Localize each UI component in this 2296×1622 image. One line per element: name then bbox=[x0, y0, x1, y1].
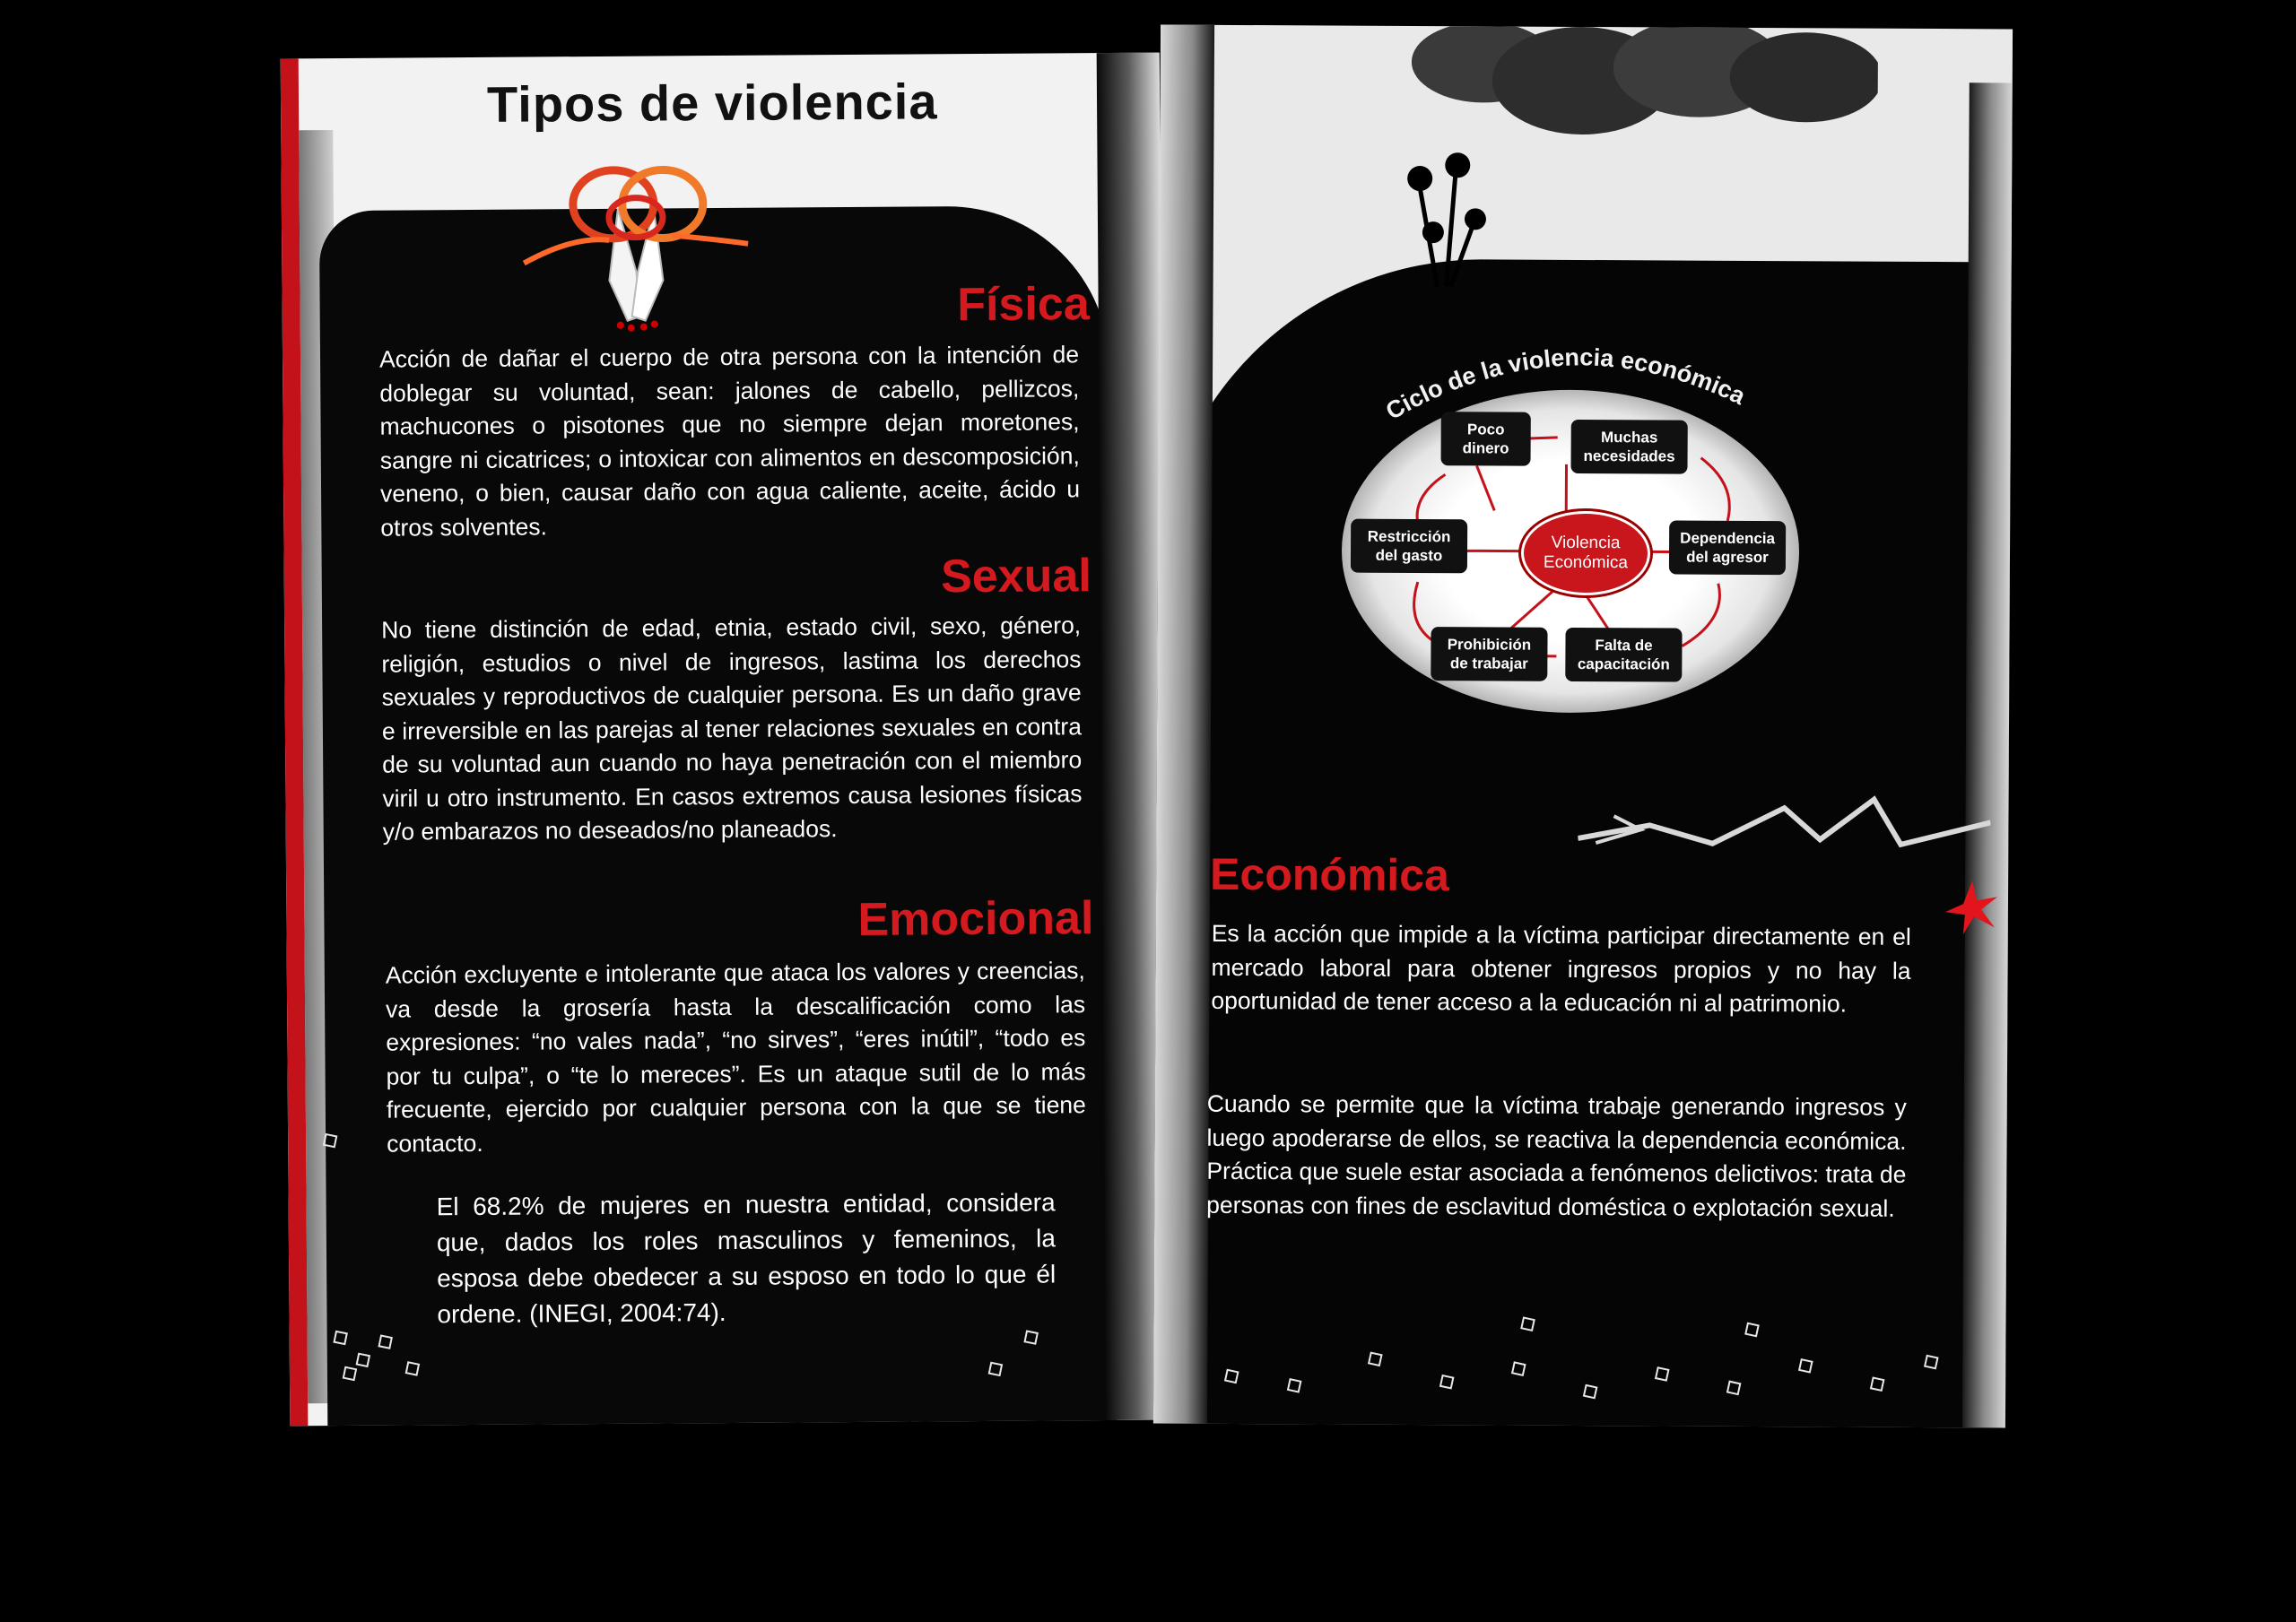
decor-square bbox=[1224, 1369, 1239, 1384]
decor-square bbox=[343, 1366, 358, 1382]
decor-square bbox=[323, 1133, 338, 1149]
section-heading-economica: Económica bbox=[1209, 848, 1450, 901]
section-text-sexual: No tiene distinción de edad, etnia, estado civil, sexo, género, religión, estudios o nivel de ingresos, lastima los derechos sexuales y reproductivos de cualquier persona. Es un daño grave e irreversible en las parejas al tener relaciones sexuales en contra de su voluntad aun cuando no haya penetración con el miembro viril u otro instrumento. En casos extremos causa lesiones físicas y/o embarazos no deseados/no planeados. bbox=[381, 612, 1083, 846]
statistic-quote: El 68.2% de mujeres en nuestra entidad, considera que, dados los roles masculinos y femeninos, la esposa debe obedecer a su esposo en todo lo que él ordene. (INEGI, 2004:74). bbox=[436, 1188, 1057, 1329]
section-heading-emocional: Emocional bbox=[857, 892, 1094, 946]
cycle-node-falta-de-capacitacion: Falta de capacitación bbox=[1565, 628, 1682, 682]
page-title: Tipos de violencia bbox=[486, 73, 938, 133]
thorny-plant-illustration bbox=[1384, 134, 1510, 296]
decor-square bbox=[1924, 1355, 1939, 1370]
cycle-node-dependencia-del-agresor: Dependencia del agresor bbox=[1669, 521, 1786, 576]
cycle-title-text: Ciclo de la violencia económica bbox=[1381, 343, 1750, 425]
red-burst-icon bbox=[1945, 880, 1999, 934]
decor-square bbox=[405, 1361, 421, 1376]
section-heading-fisica: Física bbox=[957, 278, 1090, 332]
decor-square bbox=[1798, 1358, 1813, 1374]
economic-violence-cycle-diagram bbox=[1350, 403, 1800, 701]
decor-square bbox=[1870, 1376, 1885, 1392]
decor-square bbox=[1520, 1316, 1535, 1331]
decor-square bbox=[1726, 1381, 1742, 1396]
decor-square bbox=[1744, 1323, 1760, 1338]
right-page bbox=[1153, 25, 2013, 1428]
decor-square bbox=[1368, 1351, 1383, 1366]
section-text-fisica: Acción de dañar el cuerpo de otra persona con la intención de doblegar su voluntad, sean: jalones de cabello, pellizcos, machucones o pisotones que no siempre dejan moretones, sangre ni cicatrices; o intoxicar con alimentos en descomposición, veneno, o bien, causar daño con agua caliente, aceite, ácido u otros solventes. bbox=[378, 341, 1081, 542]
left-page bbox=[281, 53, 1170, 1427]
decor-square bbox=[1583, 1384, 1598, 1400]
economica-paragraph-2: Cuando se permite que la víctima trabaje generando ingresos y luego apoderarse de ellos, se reactiva la dependencia económica. Práctica que suele estar asociada a fenómenos delictivos: trata de personas con fines de esclavitud doméstica o explotación sexual. bbox=[1206, 1089, 1907, 1222]
cycle-node-restriccion-del-gasto: Restricción del gasto bbox=[1351, 519, 1467, 574]
cycle-node-prohibicion-de-trabajar: Prohibición de trabajar bbox=[1431, 627, 1547, 681]
decor-square bbox=[988, 1362, 1004, 1377]
cycle-node-muchas-necesidades: Muchas necesidades bbox=[1570, 420, 1687, 474]
tied-hands-illustration bbox=[518, 154, 752, 335]
decor-square bbox=[356, 1353, 371, 1368]
decor-square bbox=[1287, 1378, 1302, 1393]
section-heading-sexual: Sexual bbox=[940, 550, 1091, 603]
storm-cloud-illustration bbox=[1411, 26, 1878, 145]
economica-paragraph-1: Es la acción que impide a la víctima participar directamente en el mercado laboral para obtener ingresos propios y no hay la oportunidad de tener acceso a la educación ni al patrimonio. bbox=[1211, 919, 1911, 1018]
decor-square bbox=[333, 1331, 348, 1346]
section-text-emocional: Acción excluyente e intolerante que ataca los valores y creencias, va desde la grosería hasta la descalificación como las expresiones: “no vales nada”, “no sirves”, “eres inútil”, “todo es por tu culpa”, o “te lo mereces”. Es un ataque sutil de lo más frecuente, ejercido por cualquier persona con la que se tiene contacto. bbox=[385, 957, 1086, 1158]
decor-square bbox=[1439, 1375, 1455, 1390]
right-page-edge bbox=[1962, 82, 2013, 1427]
cycle-center-violencia-economica: Violencia Económica bbox=[1521, 511, 1650, 596]
cycle-node-poco-dinero: Poco dinero bbox=[1441, 412, 1531, 466]
decor-square bbox=[1023, 1330, 1039, 1345]
right-gutter-shadow bbox=[1153, 25, 1214, 1424]
decor-square bbox=[378, 1334, 393, 1349]
decor-square bbox=[1511, 1361, 1526, 1376]
cracked-ground-line bbox=[1578, 789, 1990, 872]
decor-square bbox=[1655, 1366, 1670, 1382]
